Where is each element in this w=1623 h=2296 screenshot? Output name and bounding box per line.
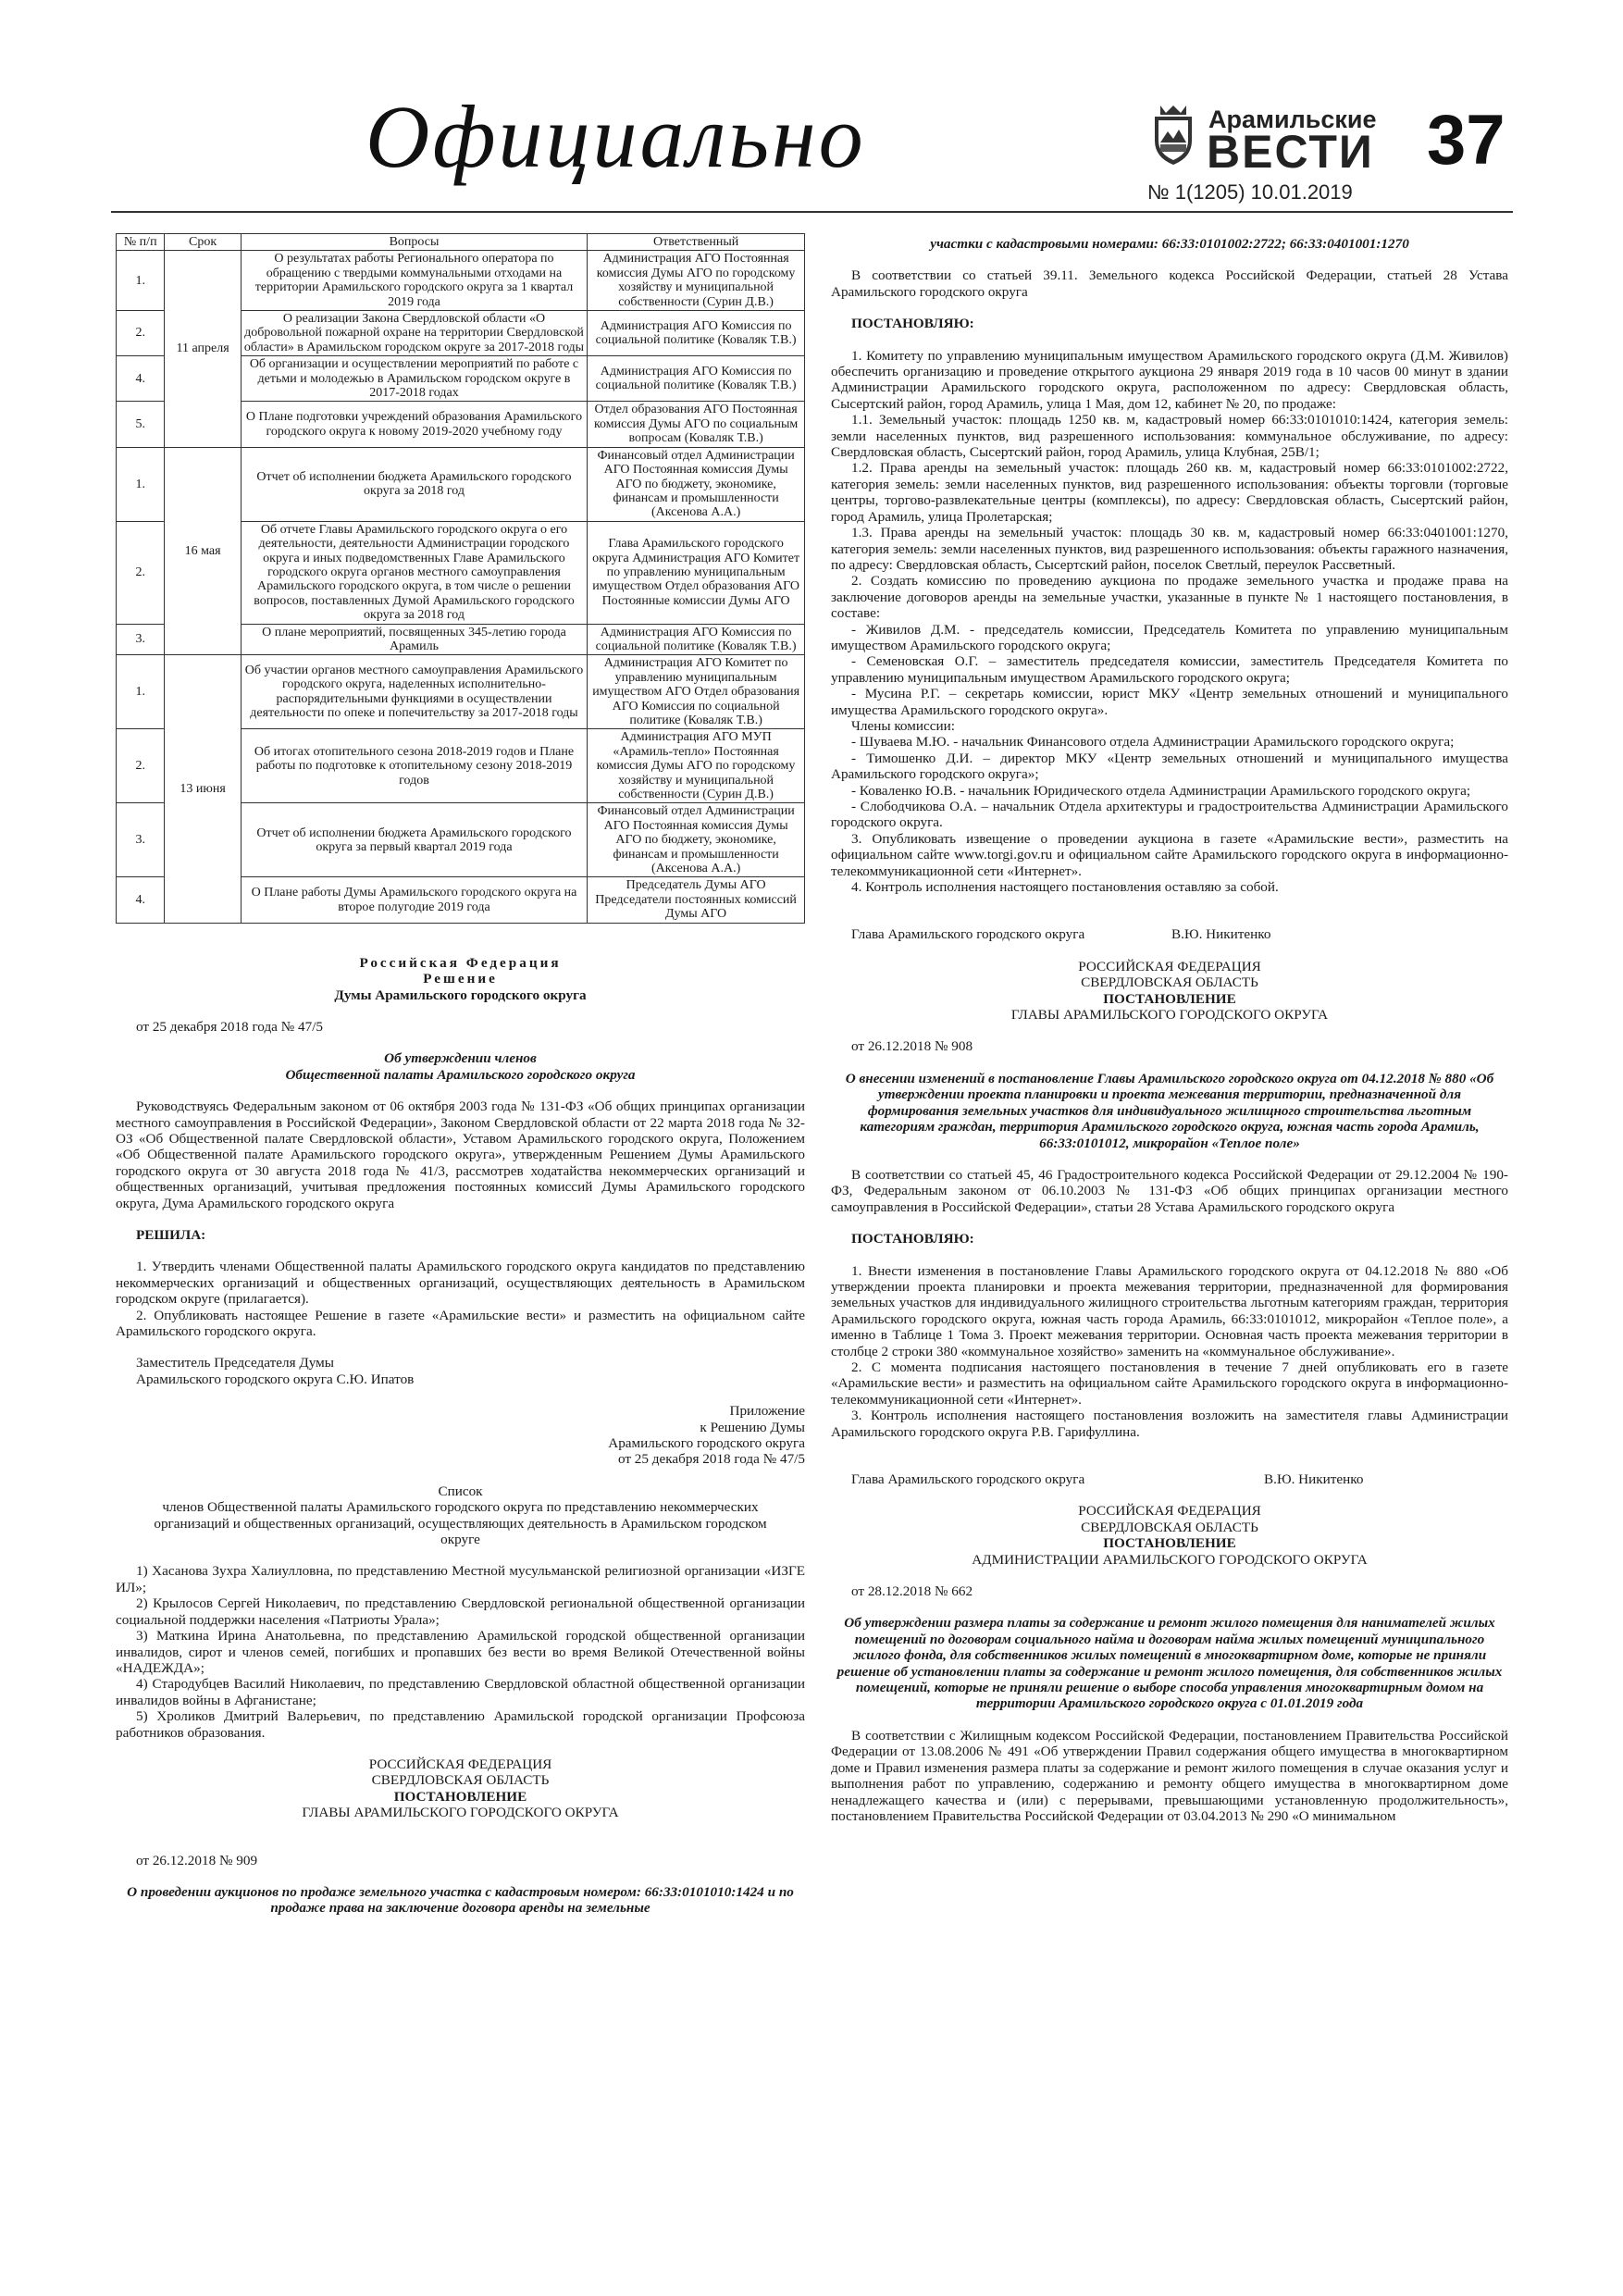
signature: Арамильского городского округа С.Ю. Ипатов [136, 1371, 415, 1387]
resolution-header: РОССИЙСКАЯ ФЕДЕРАЦИЯ [368, 1756, 552, 1772]
row-question: О Плане подготовки учреждений образования Арамильского городского округа к новому 2019-2020 учебному году [241, 402, 587, 447]
row-responsible: Финансовый отдел Администрации АГО Постоянная комиссия Думы АГО по бюджету, экономике, финансам и промышленности (Аксенова А.А.) [588, 447, 805, 521]
decision-header: Думы Арамильского городского округа [334, 987, 587, 1003]
paragraph: - Живилов Д.М. - председатель комиссии, Председатель Комитета по управлению муниципальным имуществом Арамильского городского округа; [831, 621, 1508, 653]
paragraph: В соответствии с Жилищным кодексом Российской Федерации, постановлением Правительства Российской Федерации от 13.08.2006 № 491 «Об утверждении Правил содержания общего имущества в многоквартирном доме и Правил изменения размера платы за содержание и ремонт жилого помещения в случае оказания услуг и выполнения работ по управлению, содержанию и ремонту общего имущества в многоквартирном доме ненадлежащего качества и (или) с перерывами, превышающими установленную продолжительность», постановлением Правительства Российской Федерации от 03.04.2013 № 290 «О минимальном [831, 1727, 1508, 1824]
list-item: 4) Стародубцев Василий Николаевич, по представлению Свердловской областной общественной организации инвалидов войны в Афганистане; [116, 1676, 805, 1708]
resolution-word: РЕШИЛА: [136, 1226, 206, 1243]
resolution-word: ПОСТАНОВЛЯЮ: [851, 316, 974, 332]
issue-info: № 1(1205) 10.01.2019 [1147, 180, 1353, 204]
resolution-header: РОССИЙСКАЯ ФЕДЕРАЦИЯ [1078, 958, 1261, 974]
row-responsible: Администрация АГО Комиссия по социальной политике (Коваляк Т.В.) [588, 624, 805, 655]
members-list [116, 1563, 805, 1740]
paragraph: 2. С момента подписания настоящего постановления в течение 7 дней опубликовать его в газете «Арамильские вести» и разместить на официальном сайте Арамильского городского округа в информационно-телекоммуникационной сети «Интернет». [831, 1359, 1508, 1408]
document-date: от 28.12.2018 № 662 [851, 1583, 973, 1600]
paragraph: - Коваленко Ю.В. - начальник Юридического отдела Администрации Арамильского городского округа; [851, 782, 1471, 799]
row-date: 11 апреля [165, 251, 241, 447]
resolution-header: СВЕРДЛОВСКАЯ ОБЛАСТЬ [1081, 1519, 1258, 1535]
paragraph: 4. Контроль исполнения настоящего постановления оставляю за собой. [851, 879, 1279, 896]
row-question: О плане мероприятий, посвященных 345-летию города Арамиль [241, 624, 587, 655]
right-column [831, 236, 1508, 1824]
paragraph: 1. Комитету по управлению муниципальным имуществом Арамильского городского округа (Д.М. Живилов) обеспечить организацию и проведение открытого аукциона 29 января 2019 года в 10 часов 00 минут в здании Администрации Арамильского городского округа, расположенном по адресу: Свердловская область, Сысертский район, город Арамиль, улица 1 Мая, дом 12, кабинет № 20, по продаже: [831, 347, 1508, 412]
paragraph: - Семеновская О.Г. – заместитель председателя комиссии, заместитель Председателя Комитета по управлению муниципальным имуществом Арамильского городского округа; [831, 653, 1508, 686]
resolution-header: РОССИЙСКАЯ ФЕДЕРАЦИЯ [1078, 1503, 1261, 1520]
row-question: Отчет об исполнении бюджета Арамильского городского округа за первый квартал 2019 года [241, 803, 587, 877]
row-number: 2. [117, 521, 165, 624]
appendix-note: от 25 декабря 2018 года № 47/5 [617, 1451, 805, 1468]
paragraph: Руководствуясь Федеральным законом от 06 октября 2003 года № 131-ФЗ «Об общих принципах организации местного самоуправления в Российской Федерации», Законом Свердловской области от 22 марта 2018 года № 32-ОЗ «Об Общественной палате Свердловской области», Уставом Арамильского городского округа, Положением «Об Общественной палате Арамильского городского округа», утвержденным Решением Думы Арамильского городского округа от 30 августа 2018 года № 41/3, рассмотрев ходатайства некоммерческих организаций и общественных организаций, учитывая предложения постоянных комиссий Думы Арамильского городского округа, Дума Арамильского городского округа [116, 1098, 805, 1211]
page-header [0, 0, 1623, 227]
row-number: 5. [117, 402, 165, 447]
document-date: от 26.12.2018 № 909 [136, 1852, 258, 1868]
paragraph: 3. Опубликовать извещение о проведении аукциона в газете «Арамильские вести», разместить на официальном сайте www.torgi.gov.ru и официальном сайте Арамильского городского округа в информационно-телекоммуникационной сети «Интернет». [831, 830, 1508, 879]
row-number: 4. [117, 877, 165, 923]
paragraph: 1. Внести изменения в постановление Главы Арамильского городского округа от 04.12.2018 № 880 «Об утверждении проекта планировки и проекта межевания территории, предназначенной для формирования земельных участков для индивидуального жилищного строительства льготным категориям граждан, территория Арамильского городского округа, южная часть города Арамиль, 66:33:0101012, микрорайон «Теплое поле», а именно в Таблице 1 Тома 3. Проект межевания территории. Основная часть проекта межевания территории в столбце 2 строки 380 «коммунальное хозяйство» заменить на «коммунальное обслуживание». [831, 1262, 1508, 1359]
decision-header: Российская Федерация [359, 954, 562, 971]
document-date: от 25 декабря 2018 года № 47/5 [136, 1018, 324, 1035]
row-question: Об отчете Главы Арамильского городского округа о его деятельности, деятельности Администрации городского округа и иных подведомственных Главе Арамильского городского округа органов местного самоуправления Арамильского городского округа, в том числе о решении вопросов, поставленных Думой Арамильского городского округа за 2018 год [241, 521, 587, 624]
signature-title: Глава Арамильского городского округа [851, 1471, 1085, 1487]
work-plan-table [116, 233, 805, 924]
row-date: 16 мая [165, 447, 241, 655]
appendix-note: Арамильского городского округа [608, 1435, 805, 1452]
paragraph: Члены комиссии: [851, 717, 955, 734]
signature-line [831, 926, 1508, 942]
resolution-header: СВЕРДЛОВСКАЯ ОБЛАСТЬ [1081, 974, 1258, 991]
paragraph: 1.1. Земельный участок: площадь 1250 кв. м, кадастровый номер 66:33:0101010:1424, категория земель: земли населенных пунктов, вид разрешенного использования: коммунальное обслуживание, по адресу: Свердловская область, Сысертский район, город Арамиль, улица Клубная, 25В/1; [831, 412, 1508, 461]
paragraph: В соответствии со статьей 39.11. Земельного кодекса Российской Федерации, статьей 28 Устава Арамильского городского округа [831, 267, 1508, 300]
row-date: 13 июня [165, 655, 241, 923]
resolution-paragraphs [831, 348, 1508, 896]
column-header: Срок [165, 234, 241, 251]
paragraph: 3. Контроль исполнения настоящего постановления возложить на заместителя главы Администрации Арамильского городского округа Р.В. Гарифуллина. [831, 1408, 1508, 1440]
row-question: О реализации Закона Свердловской области «О добровольной пожарной охране на территории Свердловской области» в Арамильском городском округе за 2017-2018 годы [241, 311, 587, 356]
section-rubric: Официально [365, 87, 866, 186]
page-number: 37 [1427, 101, 1505, 180]
table-row [117, 447, 805, 521]
row-number: 2. [117, 729, 165, 803]
left-column [116, 233, 805, 1917]
header-divider [111, 211, 1513, 213]
signature-title: Глава Арамильского городского округа [851, 926, 1085, 943]
list-item: 1) Хасанова Зухра Халиулловна, по представлению Местной мусульманской религиозной организации «ИЗГЕ ИЛ»; [116, 1563, 805, 1595]
row-responsible: Администрация АГО Комиссия по социальной политике (Коваляк Т.В.) [588, 311, 805, 356]
row-number: 2. [117, 311, 165, 356]
document-title: участки с кадастровыми номерами: 66:33:0101002:2722; 66:33:0401001:1270 [930, 236, 1409, 252]
row-question: Об организации и осуществлении мероприятий по работе с детьми и молодежью в Арамильском городском округе в 2017-2018 годах [241, 356, 587, 402]
appendix-note: Приложение [729, 1403, 805, 1420]
row-number: 1. [117, 251, 165, 311]
appendix-note: к Решению Думы [700, 1419, 805, 1435]
row-responsible: Председатель Думы АГО Председатели постоянных комиссий Думы АГО [588, 877, 805, 923]
row-number: 3. [117, 803, 165, 877]
signature-line [831, 1471, 1508, 1487]
list-item: 5) Хроликов Дмитрий Валерьевич, по представлению Арамильской городской организации Профсоюза работников образования. [116, 1708, 805, 1741]
list-title: Список [438, 1483, 483, 1499]
logo-title: ВЕСТИ [1207, 126, 1374, 178]
list-item: 2) Крылосов Сергей Николаевич, по представлению Свердловской региональной общественной организации социальной поддержки населения «Патриоты Урала»; [116, 1595, 805, 1628]
column-header: Вопросы [241, 234, 587, 251]
paragraph: 1.3. Права аренды на земельный участок: площадь 30 кв. м, кадастровый номер 66:33:0401001:1270, категория земель: земли населенных пунктов, вид разрешенного использования: объекты гаражного назначения, по адресу: Свердловская область, Сысертский район, поселок Светлый, переулок Рассветный. [831, 525, 1508, 573]
paragraph: - Тимошенко Д.И. – директор МКУ «Центр земельных отношений и муниципального имущества Арамильского городского округа»; [831, 750, 1508, 783]
resolution-header: ПОСТАНОВЛЕНИЕ [1103, 990, 1236, 1007]
document-title: О проведении аукционов по продаже земельного участка с кадастровым номером: 66:33:0101010:1424 и по продаже права на заключение договора аренды на земельные [127, 1883, 794, 1917]
resolution-header: ПОСТАНОВЛЕНИЕ [1103, 1535, 1236, 1552]
row-responsible: Администрация АГО Комиссия по социальной политике (Коваляк Т.В.) [588, 356, 805, 402]
signature-name: В.Ю. Никитенко [1171, 926, 1271, 943]
paragraph: В соответствии со статьей 45, 46 Градостроительного кодекса Российской Федерации от 29.12.2004 № 190-ФЗ, Федеральным законом от 06.10.2003 № 131-ФЗ «Об общих принципах организации местного самоуправления в Российской Федерации», статьи 28 Устава Арамильского городского округа [831, 1166, 1508, 1215]
resolution-header: ПОСТАНОВЛЕНИЕ [393, 1788, 527, 1805]
newspaper-logo [1147, 104, 1416, 178]
resolution-header: АДМИНИСТРАЦИИ АРАМИЛЬСКОГО ГОРОДСКОГО ОКРУГА [972, 1551, 1368, 1568]
paragraph: - Слободчикова О.А. – начальник Отдела архитектуры и градостроительства Администрации Арамильского городского округа. [831, 799, 1508, 831]
row-question: О Плане работы Думы Арамильского городского округа на второе полугодие 2019 года [241, 877, 587, 923]
coat-of-arms-icon [1147, 104, 1199, 168]
row-responsible: Финансовый отдел Администрации АГО Постоянная комиссия Думы АГО по бюджету, экономике, финансам и промышленности (Аксенова А.А.) [588, 803, 805, 877]
resolution-header: СВЕРДЛОВСКАЯ ОБЛАСТЬ [371, 1772, 550, 1789]
paragraph: 1.2. Права аренды на земельный участок: площадь 260 кв. м, кадастровый номер 66:33:0101002:2722, категория земель: земли населенных пунктов, вид разрешенного использования: объекты торговли (торговые центры, торгово-развлекательные центры (комплексы), по адресу: Свердловская область, Сысертский район, город Арамиль, улица Пролетарская; [831, 460, 1508, 525]
document-title: Об утверждении размера платы за содержание и ремонт жилого помещения для нанимателей жилых помещений по договорам социального найма и договорам найма жилых помещений муниципального жилого фонда, для собственников жилых помещений в многоквартирном доме, которые не приняли решение об установлении платы за содержание и ремонт жилого помещения, для собственников жилых помещений, которые не приняли решение о выборе способа управления многоквартирным домом на территории Арамильского городского округа с 01.01.2019 года [836, 1615, 1503, 1712]
paragraph: - Шуваева М.Ю. - начальник Финансового отдела Администрации Арамильского городского округа; [851, 734, 1455, 751]
resolution-word: ПОСТАНОВЛЯЮ: [851, 1231, 974, 1247]
signature-name: В.Ю. Никитенко [1264, 1471, 1364, 1487]
row-responsible: Глава Арамильского городского округа Администрация АГО Комитет по управлению муниципальным имуществом Отдел образования АГО Постоянные комиссии Думы АГО [588, 521, 805, 624]
row-responsible: Отдел образования АГО Постоянная комиссия Думы АГО по социальным вопросам (Коваляк Т.В.) [588, 402, 805, 447]
table-body [117, 251, 805, 923]
document-title: Об утверждении членов [384, 1050, 537, 1067]
document-title: Общественной палаты Арамильского городского округа [285, 1066, 636, 1083]
list-subtitle: членов Общественной палаты Арамильского городского округа по представлению некоммерческих организаций и общественных организаций, осуществляющих деятельность в Арамильском городском округе [154, 1499, 767, 1548]
decision-header: Решение [423, 971, 498, 987]
row-responsible: Администрация АГО Постоянная комиссия Думы АГО по городскому хозяйству и муниципальной собственности (Сурин Д.В.) [588, 251, 805, 311]
table-row [117, 655, 805, 729]
row-number: 1. [117, 447, 165, 521]
row-number: 3. [117, 624, 165, 655]
paragraph: 2. Опубликовать настоящее Решение в газете «Арамильские вести» и разместить на официальном сайте Арамильского городского округа. [116, 1307, 805, 1339]
column-header: Ответственный [588, 234, 805, 251]
table-header-row [117, 234, 805, 251]
paragraph: - Мусина Р.Г. – секретарь комиссии, юрист МКУ «Центр земельных отношений и муниципального имущества Арамильского городского округа». [831, 686, 1508, 718]
row-question: О результатах работы Регионального оператора по обращению с твердыми коммунальными отходами на территории Арамильского городского округа за 1 квартал 2019 года [241, 251, 587, 311]
row-responsible: Администрация АГО Комитет по управлению муниципальным имуществом АГО Отдел образования АГО Комиссия по социальной политике (Коваляк Т.В.) [588, 655, 805, 729]
row-responsible: Администрация АГО МУП «Арамиль-тепло» Постоянная комиссия Думы АГО по городскому хозяйству и муниципальной собственности (Сурин Д.В.) [588, 729, 805, 803]
row-question: Отчет об исполнении бюджета Арамильского городского округа за 2018 год [241, 447, 587, 521]
list-item: 3) Маткина Ирина Анатольевна, по представлению Арамильской городской общественной организации инвалидов, сирот и членов семей, погибших и пропавших без вести во время Великой Отечественной войны «НАДЕЖДА»; [116, 1628, 805, 1676]
paragraph: 2. Создать комиссию по проведению аукциона по продаже земельного участка и продаже права на заключение договоров аренды на земельные участки, указанные в пункте № 1 настоящего постановления, в составе: [831, 573, 1508, 622]
row-question: Об участии органов местного самоуправления Арамильского городского округа, наделенных исполнительно-распорядительными функциями в осуществлении деятельности по опеке и попечительству за 2017-2018 годы [241, 655, 587, 729]
row-question: Об итогах отопительного сезона 2018-2019 годов и Плане работы по подготовке к отопительному сезону 2018-2019 годов [241, 729, 587, 803]
row-number: 1. [117, 655, 165, 729]
signature: Заместитель Председателя Думы [136, 1355, 334, 1371]
table-row [117, 251, 805, 311]
document-date: от 26.12.2018 № 908 [851, 1038, 973, 1055]
resolution-paragraphs [831, 1263, 1508, 1440]
column-header: № п/п [117, 234, 165, 251]
paragraph: 1. Утвердить членами Общественной палаты Арамильского городского округа кандидатов по представлению некоммерческих организаций и общественных организаций, осуществляющих деятельность в Арамильском городском округе (прилагается). [116, 1259, 805, 1308]
resolution-header: ГЛАВЫ АРАМИЛЬСКОГО ГОРОДСКОГО ОКРУГА [302, 1805, 619, 1821]
row-number: 4. [117, 356, 165, 402]
logo-subtitle: Арамильские [1208, 105, 1377, 133]
resolution-header: ГЛАВЫ АРАМИЛЬСКОГО ГОРОДСКОГО ОКРУГА [1010, 1007, 1329, 1024]
document-title: О внесении изменений в постановление Главы Арамильского городского округа от 04.12.2018 № 880 «Об утверждении проекта планировки и проекта межевания территории, предназначенной для формирования земельных участков для индивидуального жилищного строительства льготным категориям граждан, территория Арамильского городского округа, южная часть города Арамиль, 66:33:0101012, микрорайон «Теплое поле» [845, 1070, 1494, 1151]
